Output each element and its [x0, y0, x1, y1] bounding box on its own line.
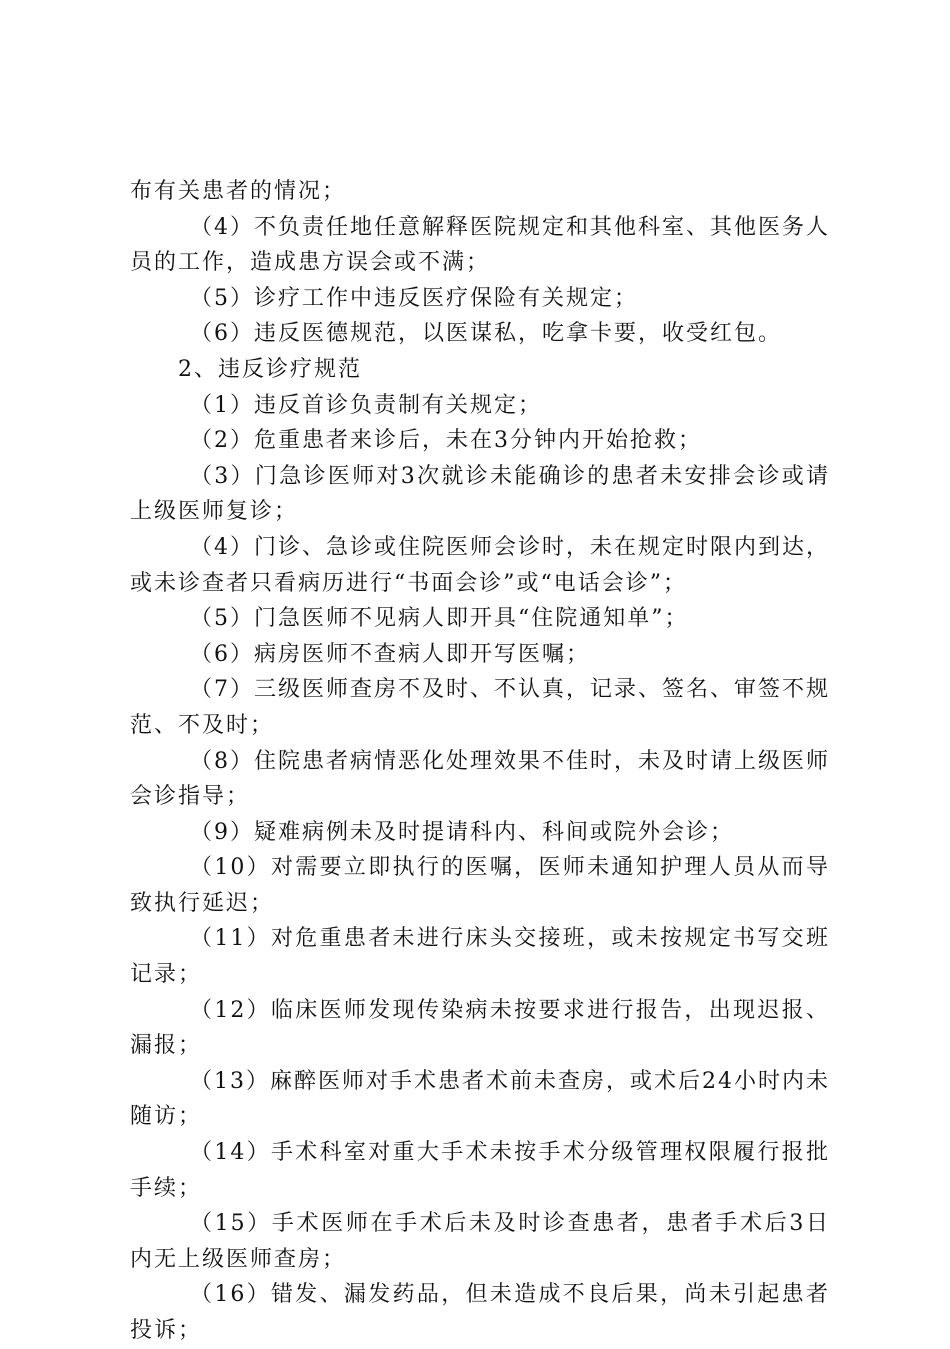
list-item: （2）危重患者来诊后，未在3分钟内开始抢救；	[190, 428, 702, 454]
list-item: （13）麻醉医师对手术患者术前未查房，或术后24小时内未随访；	[130, 1068, 830, 1130]
list-item: （7）三级医师查房不及时、不认真，记录、签名、审签不规范、不及时；	[130, 677, 830, 738]
list-item: （11）对危重患者未进行床头交接班，或未按规定书写交班记录；	[130, 926, 830, 988]
paragraph: 布有关患者的情况；	[130, 179, 347, 204]
document-body	[130, 174, 830, 1349]
list-item: （1）违反首诊负责制有关规定；	[190, 392, 542, 418]
list-item: （6）病房医师不查病人即开写医嘱；	[190, 641, 590, 667]
list-item: （4）门诊、急诊或住院医师会诊时，未在规定时限内到达，或未诊查者只看病历进行“书面会诊”或“电话会诊”；	[130, 534, 830, 596]
list-item: （6）违反医德规范，以医谋私，吃拿卡要，收受红包。	[190, 321, 782, 347]
list-item: （15）手术医师在手术后未及时诊查患者，患者手术后3日内无上级医师查房；	[130, 1211, 830, 1272]
list-item: （16）错发、漏发药品，但未造成不良后果，尚未引起患者投诉；	[130, 1282, 830, 1343]
list-item: （10）对需要立即执行的医嘱，医师未通知护理人员从而导致执行延迟；	[130, 855, 830, 916]
list-item: （4）不负责任地任意解释医院规定和其他科室、其他医务人员的工作，造成患方误会或不满；	[130, 214, 830, 276]
list-item: （5）门急医师不见病人即开具“住院通知单”；	[190, 606, 689, 632]
list-item: （12）临床医师发现传染病未按要求进行报告，出现迟报、漏报；	[130, 997, 830, 1059]
section-heading: 2、违反诊疗规范	[178, 356, 362, 382]
list-item: （14）手术科室对重大手术未按手术分级管理权限履行报批手续；	[130, 1140, 830, 1201]
list-item: （9）疑难病例未及时提请科内、科间或院外会诊；	[190, 819, 734, 845]
list-item: （5）诊疗工作中违反医疗保险有关规定；	[190, 285, 638, 311]
list-item: （3）门急诊医师对3次就诊未能确诊的患者未安排会诊或请上级医师复诊；	[130, 463, 830, 525]
list-item: （8）住院患者病情恶化处理效果不佳时，未及时请上级医师会诊指导；	[130, 748, 830, 810]
